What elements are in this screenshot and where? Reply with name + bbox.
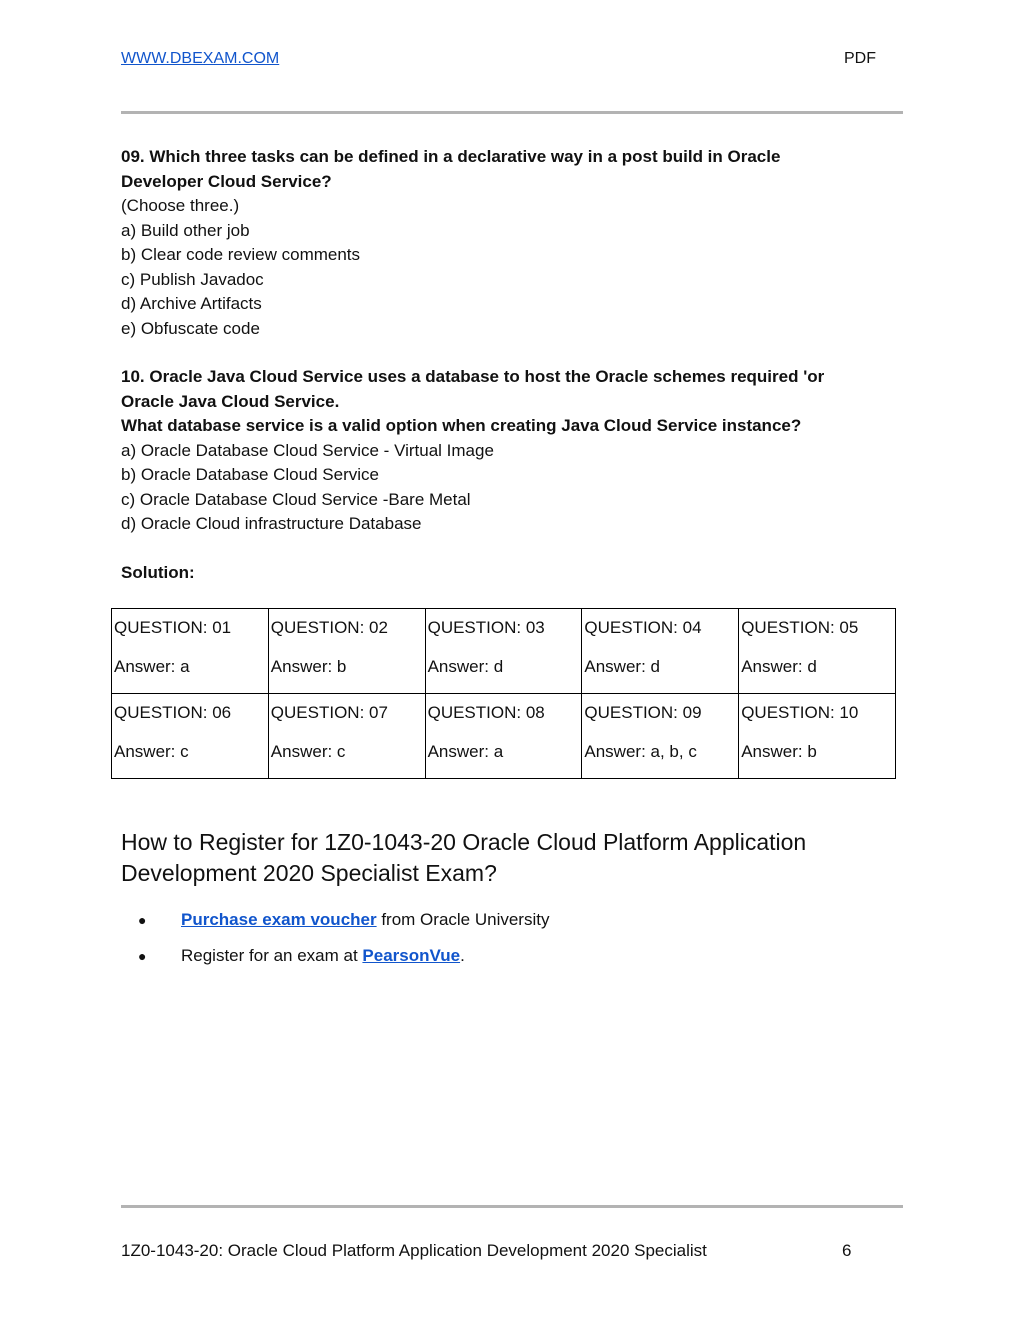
list-item-text: from Oracle University: [376, 910, 550, 929]
pdf-label: PDF: [844, 50, 876, 67]
cell-question: QUESTION: 01: [114, 618, 232, 637]
table-cell: [112, 694, 269, 779]
cell-answer: Answer: a: [114, 657, 190, 676]
answer-option: a) Oracle Database Cloud Service - Virtual Image: [121, 440, 494, 460]
table-cell: [739, 694, 896, 779]
footer-divider: [121, 1205, 903, 1208]
table-row: [112, 609, 896, 694]
answer-option: d) Archive Artifacts: [121, 294, 262, 313]
list-item-text: Register for an exam at: [181, 946, 363, 965]
answer-option: d) Oracle Cloud infrastructure Database: [121, 514, 422, 533]
question-title-line: What database service is a valid option when creating Java Cloud Service instance?: [121, 416, 802, 435]
answers-table: [111, 608, 896, 779]
table-cell: [582, 609, 739, 694]
cell-question: QUESTION: 02: [270, 618, 388, 637]
cell-question: QUESTION: 08: [427, 703, 545, 722]
cell-question: QUESTION: 09: [584, 703, 702, 722]
cell-answer: Answer: a: [427, 742, 504, 761]
register-heading: [121, 827, 881, 889]
page-number: 6: [842, 1241, 852, 1260]
table-cell: [268, 609, 425, 694]
question-title-line: 10. Oracle Java Cloud Service uses a database to host the Oracle schemes required 'or: [121, 367, 825, 386]
questions-content: [121, 145, 901, 585]
cell-question: QUESTION: 07: [270, 703, 388, 722]
footer-title: 1Z0-1043-20: Oracle Cloud Platform Application Development 2020 Specialist: [121, 1241, 707, 1260]
question-title-line: 09. Which three tasks can be defined in a declarative way in a post build in Oracle: [121, 147, 781, 166]
cell-question: QUESTION: 06: [114, 703, 232, 722]
table-cell: [112, 609, 269, 694]
table-cell: [739, 609, 896, 694]
table-row: [112, 694, 896, 779]
cell-question: QUESTION: 03: [427, 618, 545, 637]
list-item-end: .: [460, 946, 465, 965]
table-cell: [268, 694, 425, 779]
solution-label: Solution:: [121, 562, 195, 582]
cell-answer: Answer: c: [270, 742, 346, 761]
cell-answer: Answer: d: [584, 657, 660, 676]
table-cell: [425, 694, 582, 779]
answer-option: e) Obfuscate code: [121, 318, 260, 338]
register-list: [121, 908, 549, 980]
answer-option: a) Build other job: [121, 220, 250, 240]
cell-answer: Answer: d: [427, 657, 504, 676]
cell-answer: Answer: d: [741, 657, 817, 676]
register-heading-line: How to Register for 1Z0-1043-20 Oracle Cloud Platform Application: [121, 829, 807, 855]
question-10: [121, 365, 901, 537]
cell-answer: Answer: c: [114, 742, 189, 761]
bullet-icon: ●: [138, 912, 147, 928]
list-item: [121, 908, 549, 944]
answer-option: c) Publish Javadoc: [121, 269, 264, 289]
register-heading-line: Development 2020 Specialist Exam?: [121, 860, 497, 886]
cell-answer: Answer: b: [270, 657, 347, 676]
question-instruction: (Choose three.): [121, 196, 240, 215]
cell-answer: Answer: a, b, c: [584, 742, 697, 761]
question-title-line: Developer Cloud Service?: [121, 171, 332, 191]
cell-question: QUESTION: 04: [584, 618, 702, 637]
question-title-line: Oracle Java Cloud Service.: [121, 391, 340, 411]
cell-question: QUESTION: 10: [741, 703, 859, 722]
table-cell: [582, 694, 739, 779]
header-divider: [121, 111, 903, 114]
question-09: [121, 145, 901, 341]
table-cell: [425, 609, 582, 694]
site-link[interactable]: WWW.DBEXAM.COM: [121, 50, 280, 67]
cell-answer: Answer: b: [741, 742, 817, 761]
pearsonvue-link[interactable]: PearsonVue: [362, 946, 461, 965]
answer-option: c) Oracle Database Cloud Service -Bare Metal: [121, 489, 471, 509]
bullet-icon: ●: [138, 948, 147, 964]
list-item: [121, 944, 549, 980]
answer-option: b) Oracle Database Cloud Service: [121, 465, 379, 484]
purchase-voucher-link[interactable]: Purchase exam voucher: [181, 910, 377, 929]
cell-question: QUESTION: 05: [741, 618, 859, 637]
answer-option: b) Clear code review comments: [121, 245, 361, 264]
